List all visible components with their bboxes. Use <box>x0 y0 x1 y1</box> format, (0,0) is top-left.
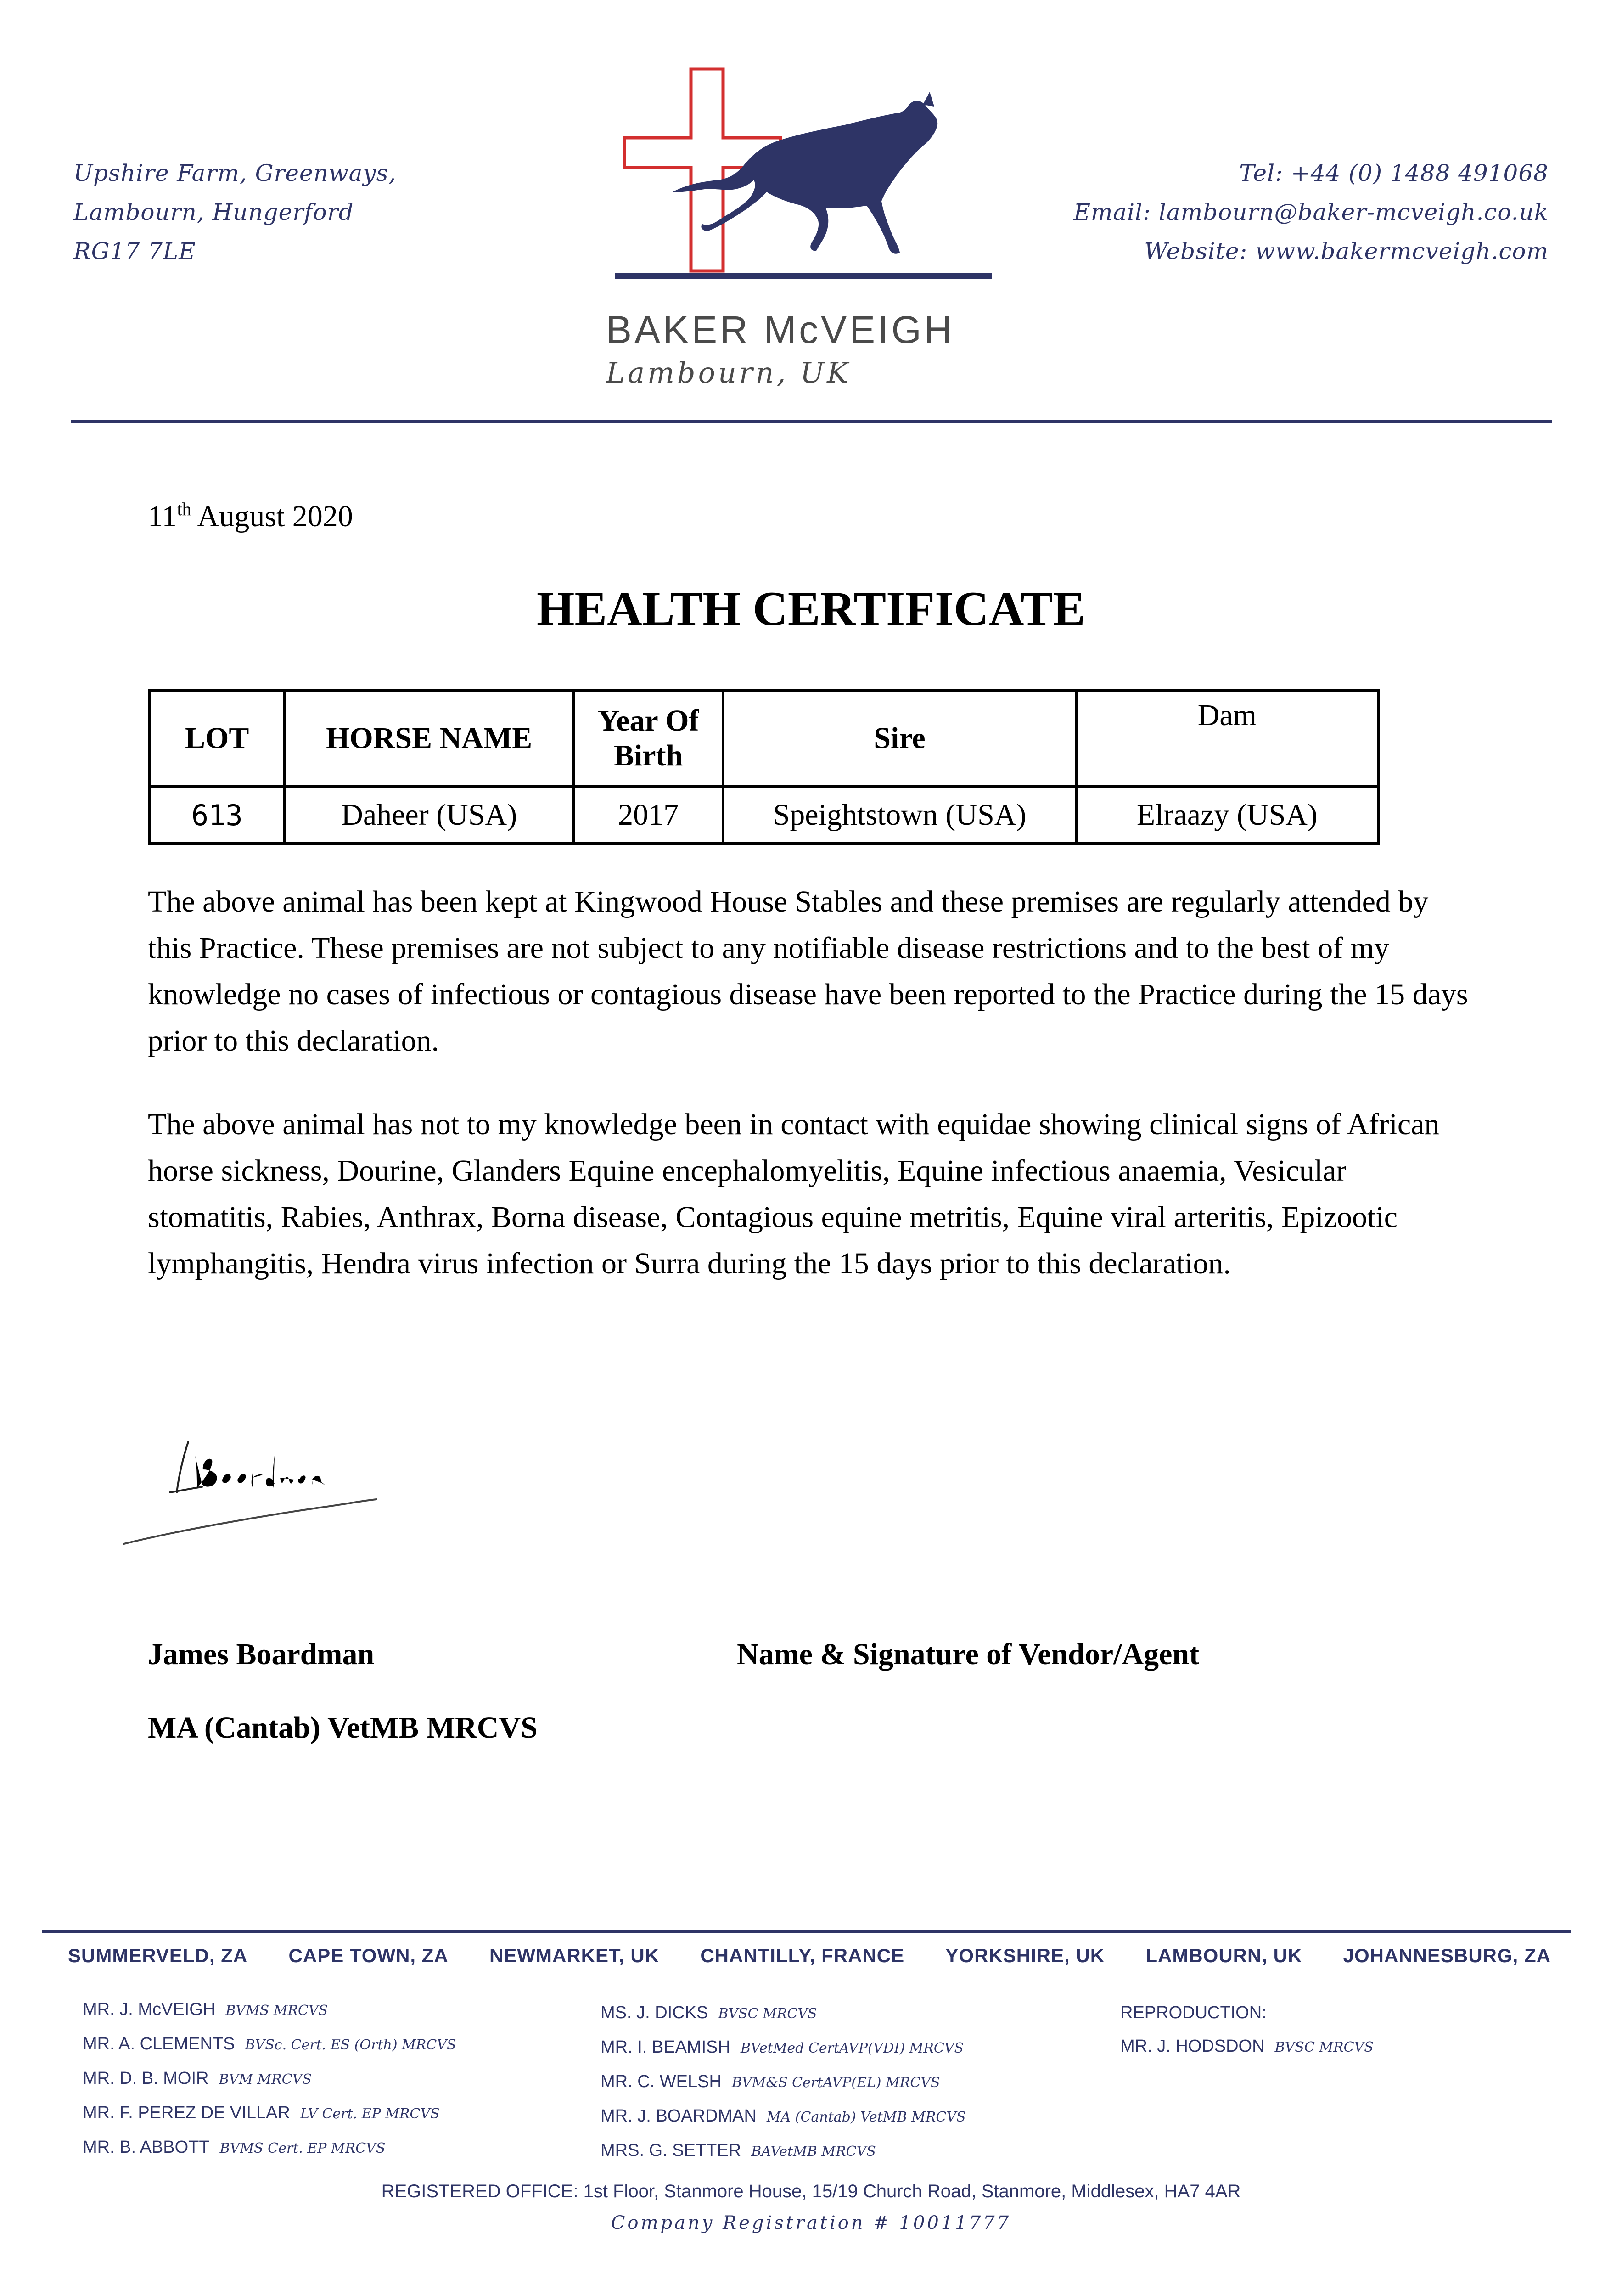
signatory-qualifications: MA (Cantab) VetMB MRCVS <box>148 1711 538 1745</box>
page-title: HEALTH CERTIFICATE <box>537 582 1085 636</box>
office-locations <box>68 1945 1551 1967</box>
staff-entry <box>601 2031 966 2065</box>
declaration-paragraph-diseases: The above animal has not to my knowledge been in contact with equidae showing clinical signs of African horse sickness, Dourine, Glanders Equine encephalomyelitis, Equine infectious anaemia, Vesicular stomatitis, Rabies, Anthrax, Borna disease, Contagious equine metritis, Equine viral arteritis, Epizootic lymphangitis, Hendra virus infection or Surra during the 15 days prior to this declaration. <box>148 1108 1440 1280</box>
staff-name: MR. J. BOARDMAN <box>601 2106 757 2126</box>
staff-quals: BVSC MRCVS <box>1274 2039 1374 2055</box>
staff-quals: BVSc. Cert. ES (Orth) MRCVS <box>245 2037 456 2053</box>
cell-dam: Elraazy (USA) <box>1076 787 1378 844</box>
staff-quals: BAVetMB MRCVS <box>751 2144 876 2160</box>
staff-entry <box>601 1996 966 2031</box>
header-horse-name: HORSE NAME <box>285 690 573 787</box>
horse-details-table <box>148 689 1380 845</box>
staff-entry <box>83 1993 456 2027</box>
header-dam: Dam <box>1076 690 1378 787</box>
header-year-line2: Birth <box>613 739 683 772</box>
address-line: Lambourn, Hungerford <box>73 199 354 225</box>
farm-address <box>73 154 396 271</box>
declaration-paragraph-premises: The above animal has been kept at Kingwood House Stables and these premises are regularly attended by this Practice. These premises are not subject to any notifiable disease restrictions and to the best of my knowledge no cases of infectious or contagious disease have been reported to the Practice during the 15 days prior to this declaration. <box>148 885 1468 1058</box>
brand-location: Lambourn, UK <box>606 356 851 389</box>
staff-name: MR. C. WELSH <box>601 2072 722 2091</box>
cell-year: 2017 <box>573 787 723 844</box>
certificate-date <box>148 498 353 534</box>
handwritten-signature <box>115 1424 409 1552</box>
header-year-line1: Year Of <box>597 704 699 737</box>
header-sire: Sire <box>723 690 1076 787</box>
cell-lot: 613 <box>149 787 285 844</box>
location-item: NEWMARKET, UK <box>489 1945 660 1966</box>
staff-quals: BVM MRCVS <box>219 2071 312 2088</box>
staff-entry <box>601 2134 966 2168</box>
date-suffix: th <box>177 499 191 519</box>
staff-entry <box>1120 2030 1374 2064</box>
brand-name: BAKER McVEIGH <box>606 308 955 351</box>
reproduction-label: REPRODUCTION: <box>1120 2003 1267 2022</box>
staff-entry <box>83 2062 456 2096</box>
staff-name: MS. J. DICKS <box>601 2003 708 2022</box>
staff-name: MR. A. CLEMENTS <box>83 2034 235 2054</box>
staff-name: MR. F. PEREZ DE VILLAR <box>83 2103 290 2122</box>
staff-quals: BVMS Cert. EP MRCVS <box>219 2140 386 2156</box>
contact-details <box>1073 154 1549 271</box>
staff-entry <box>83 2131 456 2165</box>
staff-name: MRS. G. SETTER <box>601 2141 741 2160</box>
staff-quals: LV Cert. EP MRCVS <box>300 2106 440 2122</box>
vendor-signature-label: Name & Signature of Vendor/Agent <box>737 1638 1200 1671</box>
address-line: RG17 7LE <box>73 238 196 264</box>
staff-entry <box>601 2099 966 2134</box>
company-registration: Company Registration # 10011777 <box>611 2212 1011 2234</box>
staff-name: MR. J. HODSDON <box>1120 2037 1265 2056</box>
staff-entry <box>601 2065 966 2099</box>
location-item: YORKSHIRE, UK <box>945 1945 1105 1966</box>
staff-name: MR. J. McVEIGH <box>83 2000 216 2019</box>
staff-column-reproduction <box>1120 1996 1374 2064</box>
table-row <box>149 787 1378 844</box>
staff-quals: BVM&S CertAVP(EL) MRCVS <box>731 2075 940 2091</box>
staff-name: MR. D. B. MOIR <box>83 2069 209 2088</box>
location-item: CHANTILLY, FRANCE <box>700 1945 905 1966</box>
contact-email[interactable]: Email: lambourn@baker-mcveigh.co.uk <box>1073 199 1549 225</box>
galloping-horse-icon <box>673 92 937 254</box>
table-header-row <box>149 690 1378 787</box>
staff-quals: BVMS MRCVS <box>225 2003 328 2019</box>
staff-entry <box>83 2027 456 2062</box>
cell-horse-name: Daheer (USA) <box>285 787 573 844</box>
staff-quals: BVetMed CertAVP(VDI) MRCVS <box>740 2040 964 2056</box>
staff-column-2 <box>601 1996 966 2168</box>
staff-name: MR. I. BEAMISH <box>601 2037 730 2057</box>
signatory-name: James Boardman <box>148 1638 375 1671</box>
contact-website[interactable]: Website: www.bakermcveigh.com <box>1144 238 1549 264</box>
address-line: Upshire Farm, Greenways, <box>73 160 397 186</box>
location-item: JOHANNESBURG, ZA <box>1343 1945 1551 1966</box>
footer-divider <box>42 1930 1571 1933</box>
header-divider <box>71 420 1552 423</box>
staff-name: MR. B. ABBOTT <box>83 2138 210 2157</box>
registered-office: REGISTERED OFFICE: 1st Floor, Stanmore House, 15/19 Church Road, Stanmore, Middlesex, HA7 4AR <box>381 2181 1241 2201</box>
location-item: SUMMERVELD, ZA <box>68 1945 248 1966</box>
cell-sire: Speightstown (USA) <box>723 787 1076 844</box>
staff-column-1 <box>83 1993 456 2165</box>
date-day: 11 <box>148 500 177 533</box>
location-item: LAMBOURN, UK <box>1145 1945 1302 1966</box>
contact-telephone: Tel: +44 (0) 1488 491068 <box>1239 160 1549 186</box>
header-lot: LOT <box>149 690 285 787</box>
staff-quals: MA (Cantab) VetMB MRCVS <box>766 2109 966 2125</box>
header-year-of-birth <box>573 690 723 787</box>
baker-mcveigh-logo <box>606 64 1010 321</box>
staff-quals: BVSC MRCVS <box>718 2006 817 2022</box>
staff-entry <box>83 2096 456 2131</box>
date-month-year: August 2020 <box>197 500 353 533</box>
location-item: CAPE TOWN, ZA <box>288 1945 449 1966</box>
